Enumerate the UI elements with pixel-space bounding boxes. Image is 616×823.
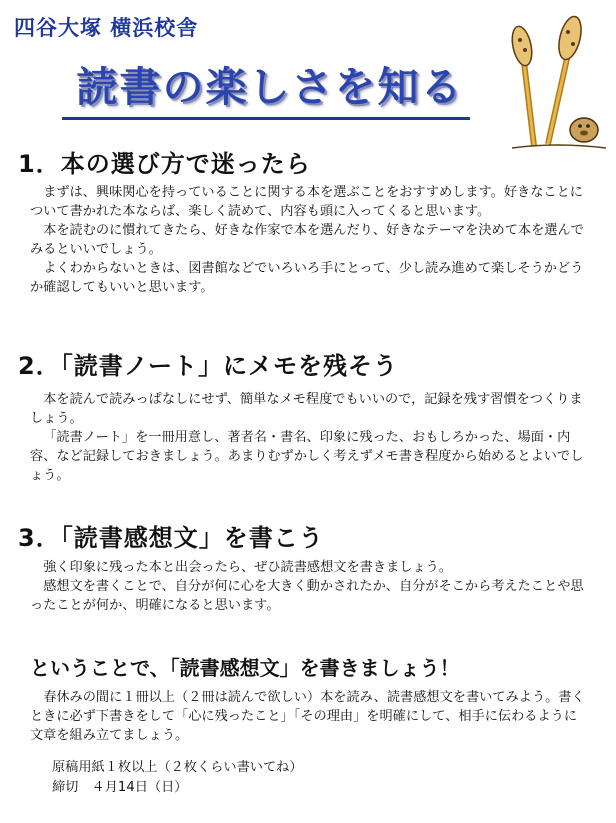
section-heading-2: 2．「読書ノート」にメモを残そう — [18, 352, 398, 380]
title-container — [0, 54, 540, 113]
paragraph: 本を読むのに慣れてきたら、好きな作家で本を選んだり、好きなテーマを決めて本を選んでみるといいでしょう。 — [30, 223, 584, 257]
requirement-note: 原稿用紙１枚以上（２枚くらい書いてね） — [52, 760, 303, 775]
paragraph: 本を読んで読みっぱなしにせず、簡単なメモ程度でもいいので，記録を残す習慣をつくりましょう。 — [30, 392, 583, 426]
section-body-2 — [30, 390, 590, 485]
paragraph: まずは、興味関心を持っていることに関する本を選ぶことをおすすめします。好きなことについて書かれた本ならば、楽しく読めて、内容も頭に入ってくると思います。 — [30, 185, 583, 219]
school-name: 四谷大塚 横浜校舎 — [14, 16, 199, 40]
plant-mascot-illustration — [506, 14, 610, 154]
paragraph: 感想文を書くことで、自分が何に心を大きく動かされたか、自分がそこから考えたことや思ったことが何か、明確になると思います。 — [30, 579, 584, 613]
section-heading-1: 1．本の選び方で迷ったら — [18, 150, 311, 178]
closing-heading: ということで、「読書感想文」を書きましょう！ — [30, 656, 460, 680]
deadline-note: 締切 ４月14日（日） — [52, 780, 188, 795]
paragraph: 強く印象に残った本と出会ったら、ぜひ読書感想文を書きましょう。 — [43, 560, 452, 575]
section-body-3 — [30, 558, 590, 615]
page-title: 読書の楽しさを知る — [76, 63, 464, 111]
paragraph: 春休みの間に１冊以上（２冊は読んで欲しい）本を読み、読書感想文を書いてみよう。書くときに必ず下書きをして「心に残ったこと」「その理由」を明確にして、相手に伝わるように文章を組み立てましょう。 — [30, 690, 585, 743]
closing-body — [30, 688, 590, 745]
paragraph: 「読書ノート」を一冊用意し、著者名・書名、印象に残った、おもしろかった、場面・内容、など記録しておきましょう。あまりむずかしく考えずメモ書き程度から始めるとよいでしょう。 — [30, 430, 584, 483]
section-body-1 — [30, 183, 590, 297]
title-underline — [62, 117, 470, 120]
paragraph: よくわからないときは、図書館などでいろいろ手にとって、少し読み進めて楽しそうかどうか確認してもいいと思います。 — [30, 261, 584, 295]
section-heading-3: 3．「読書感想文」を書こう — [18, 524, 324, 552]
